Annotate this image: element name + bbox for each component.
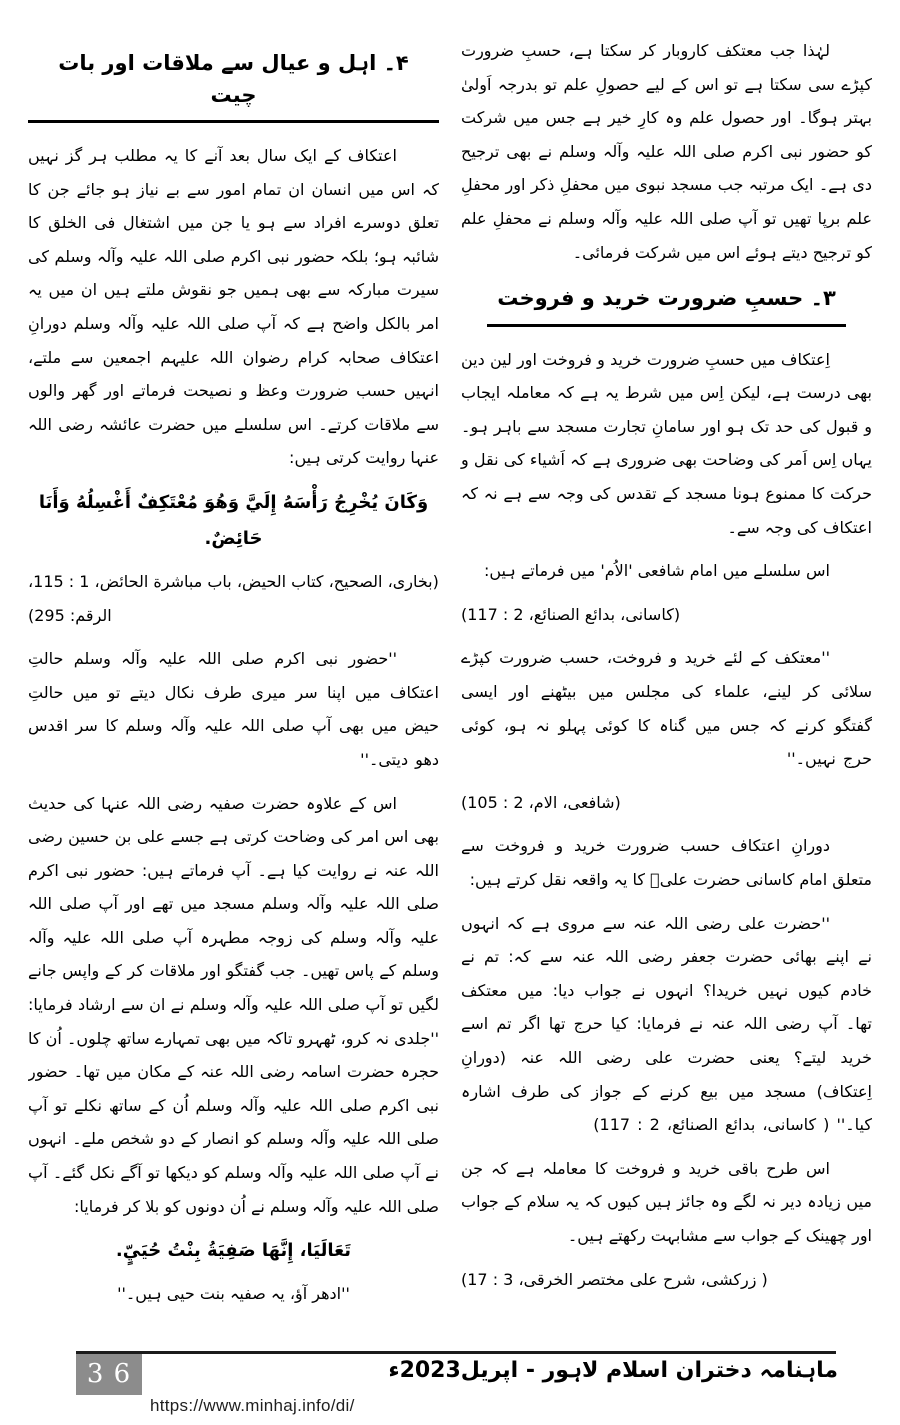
article-columns <box>28 34 872 1340</box>
arabic-hadith-washing-head: وَکَانَ يُخْرِجُ رَأْسَهُ إِلَيَّ وَهُوَ مُعْتَکِفٌ أَغْسِلُهُ وَأَنَا حَائِضٌ. <box>38 491 429 549</box>
paragraph-safiyya-hadith: اس کے علاوہ حضرت صفیہ رضی اللہ عنہا کی حدیث بھی اس امر کی وضاحت کرتی ہے جسے علی بن حسین رضی اللہ عنہ نے روایت کیا ہے۔ آپ فرماتے ہیں: حضور نبی اکرم صلی اللہ علیہ وآلہ وسلم مسجد میں تھے اور آپ صلی اللہ علیہ وآلہ وسلم کی زوجہ مطہرہ آپ صلی اللہ علیہ وآلہ وسلم کے پاس تھیں۔ جب گفتگو اور ملاقات کر کے واپس جانے لگیں تو آپ صلی اللہ علیہ وآلہ وسلم نے ان سے ارشاد فرمایا: ''جلدی نہ کرو، ٹھہرو تاکہ میں بھی تمہارے ساتھ چلوں۔ اُن کا حجرہ حضرت اسامہ رضی اللہ عنہ کے مکان میں تھا۔ حضور نبی اکرم صلی اللہ علیہ وآلہ وسلم اُن کے ساتھ نکلے تو آپ صلی اللہ علیہ وآلہ وسلم کو انصار کے دو شخص ملے۔ انہوں نے آپ صلی اللہ علیہ وآلہ وسلم کو دیکھا تو آگے نکل گئے۔ آپ صلی اللہ علیہ وآلہ وسلم نے اُن دونوں کو بلا کر فرمایا: <box>28 793 439 1216</box>
quote-aisha-translation: ''حضور نبی اکرم صلی اللہ علیہ وآلہ وسلم حالتِ اعتکاف میں اپنا سر میری طرف نکال دیتے تو میں حالتِ حیض میں بھی آپ صلی اللہ علیہ وآلہ وسلم کا سر اقدس دھو دیتی۔'' <box>28 649 439 769</box>
magazine-title-footer: ماہنامہ دختران اسلام لاہور - اپریل2023ء <box>388 1358 838 1383</box>
section-heading-family-meeting: ۴۔ اہل و عیال سے ملاقات اور بات چیت <box>28 48 439 123</box>
paragraph-itikaf-not-isolation: اعتکاف کے ایک سال بعد آنے کا یہ مطلب ہر گز نہیں کہ اس میں انسان ان تمام امور سے بے نیاز ہو جائے جن کا تعلق دوسرے افراد سے ہو یا جن میں اشتغال فی الخلق کا شائبہ ہو؛ بلکہ حضور نبی اکرم صلی اللہ علیہ وآلہ وسلم کی سیرت مبارکہ سے بھی ہمیں جو نقوش ملتے ہیں ان میں یہ امر بالکل واضح ہے کہ آپ صلی اللہ علیہ وآلہ وسلم دورانِ اعتکاف صحابہ کرام رضوان اللہ علیہم اجمعین سے ملتے، انہیں حسب ضرورت وعظ و نصیحت فرماتے اور گھر والوں سے ملاقات کرتے۔ اس سلسلے میں حضرت عائشہ رضی اللہ عنہا روایت کرتی ہیں: <box>28 146 439 468</box>
quote-hazrat-ali-incident: ''حضرت علی رضی اللہ عنہ سے مروی ہے کہ انہوں نے اپنے بھائی حضرت جعفر رضی اللہ عنہ سے کہ: تم نے خادم کیوں نہیں خریدا؟ انہوں نے جواب دیا: میں معتکف تھا۔ آپ رضی اللہ عنہ نے فرمایا: کیا حرج تھا اگر تم اسے خرید لیتے؟ یعنی حضرت علی رضی اللہ عنہ (دورانِ اِعتکاف) مسجد میں بیع کرنے کے جواز کی طرف اشارہ کیا۔'' ( کاسانی، بدائع الصنائع، 2 : 117) <box>461 913 872 1135</box>
footer-divider-line <box>76 1351 836 1354</box>
section-heading-wrap <box>28 48 439 123</box>
reference-citation-bukhari: (بخاری، الصحیح، کتاب الحیض، باب مباشرة الحائض، 1 : 115، الرقم: 295) <box>28 571 439 625</box>
paragraph-kasani-incident-intro: دورانِ اعتکاف حسب ضرورت خرید و فروخت سے متعلق امام کاسانی حضرت علیؓ کا یہ واقعہ نقل کرتے ہیں: <box>461 836 872 889</box>
quote-safiyya-translation: ''ادھر آؤ، یہ صفیہ بنت حیی ہیں۔'' <box>117 1284 350 1304</box>
paragraph-buying-selling-rule: اِعتکاف میں حسبِ ضرورت خرید و فروخت اور لین دین بھی درست ہے، لیکن اِس میں شرط یہ ہے کہ معاملہ ایجاب و قبول کی حد تک ہو اور سامانِ تجارت مسجد سے باہر ہو۔ یہاں اِس اَمر کی وضاحت بھی ضروری ہے کہ اَشیاء کی نقل و حرکت کا ممنوع ہونا مسجد کے تقدس کی وجہ سے ہے نہ کہ اعتکاف کی وجہ سے۔ <box>461 349 872 537</box>
right-column <box>461 34 872 1340</box>
magazine-url-link[interactable]: https://www.minhaj.info/di/ <box>150 1396 355 1415</box>
quote-mutakif-permissions: ''معتکف کے لئے خرید و فروخت، حسب ضرورت کپڑے سلائی کر لینے، علماء کی مجلس میں بیٹھنے اور ایسی گفتگو کرنے کہ جس میں گناہ کا کوئی پہلو نہ ہو، کوئی حرج نہیں۔'' <box>461 648 872 769</box>
reference-citation-kasani: (کاسانی، بدائع الصنائع، 2 : 117) <box>461 604 681 624</box>
section-heading-buying-selling: ۳۔ حسبِ ضرورت خرید و فروخت <box>487 283 846 327</box>
arabic-hadith-safiyya: تَعَالَيَا، إِنَّهَا صَفِيَةُ بِنْتُ حُيَيٍّ. <box>115 1240 352 1262</box>
left-column <box>28 34 439 1340</box>
page-number-badge: 3 6 <box>76 1354 142 1395</box>
reference-citation-zarkashi: ( زرکشی، شرح علی مختصر الخرقی، 3 : 17) <box>461 1269 768 1289</box>
paragraph-imam-shafii-intro: اس سلسلے میں امام شافعی 'الاُم' میں فرماتے ہیں: <box>483 561 830 581</box>
section-heading-wrap <box>461 283 872 327</box>
paragraph-remaining-transactions: اس طرح باقی خرید و فروخت کا معاملہ ہے کہ جن میں زیادہ دیر نہ لگے وہ جائز ہیں کیوں کہ یہ سلام کے جواب اور چھینک کے جواب سے مشابہت رکھتے ہیں۔ <box>461 1158 872 1245</box>
paragraph-business-knowledge: لہٰذا جب معتکف کاروبار کر سکتا ہے، حسبِ ضرورت کپڑے سی سکتا ہے تو اس کے لیے حصولِ علم تو بدرجہ اَولیٰ بہتر ہوگا۔ اور حصول علم وہ کارِ خیر ہے جس میں شرکت کو حضور نبی اکرم صلی اللہ علیہ وآلہ وسلم نے بھی ترجیح دی ہے۔ ایک مرتبہ جب مسجد نبوی میں محفلِ ذکر اور محفلِ علم برپا تھیں تو آپ صلی اللہ علیہ وآلہ وسلم نے محفلِ علم کو ترجیح دیتے ہوئے اس میں شرکت فرمائی۔ <box>461 41 872 262</box>
reference-citation-shafii: (شافعی، الام، 2 : 105) <box>461 792 621 812</box>
